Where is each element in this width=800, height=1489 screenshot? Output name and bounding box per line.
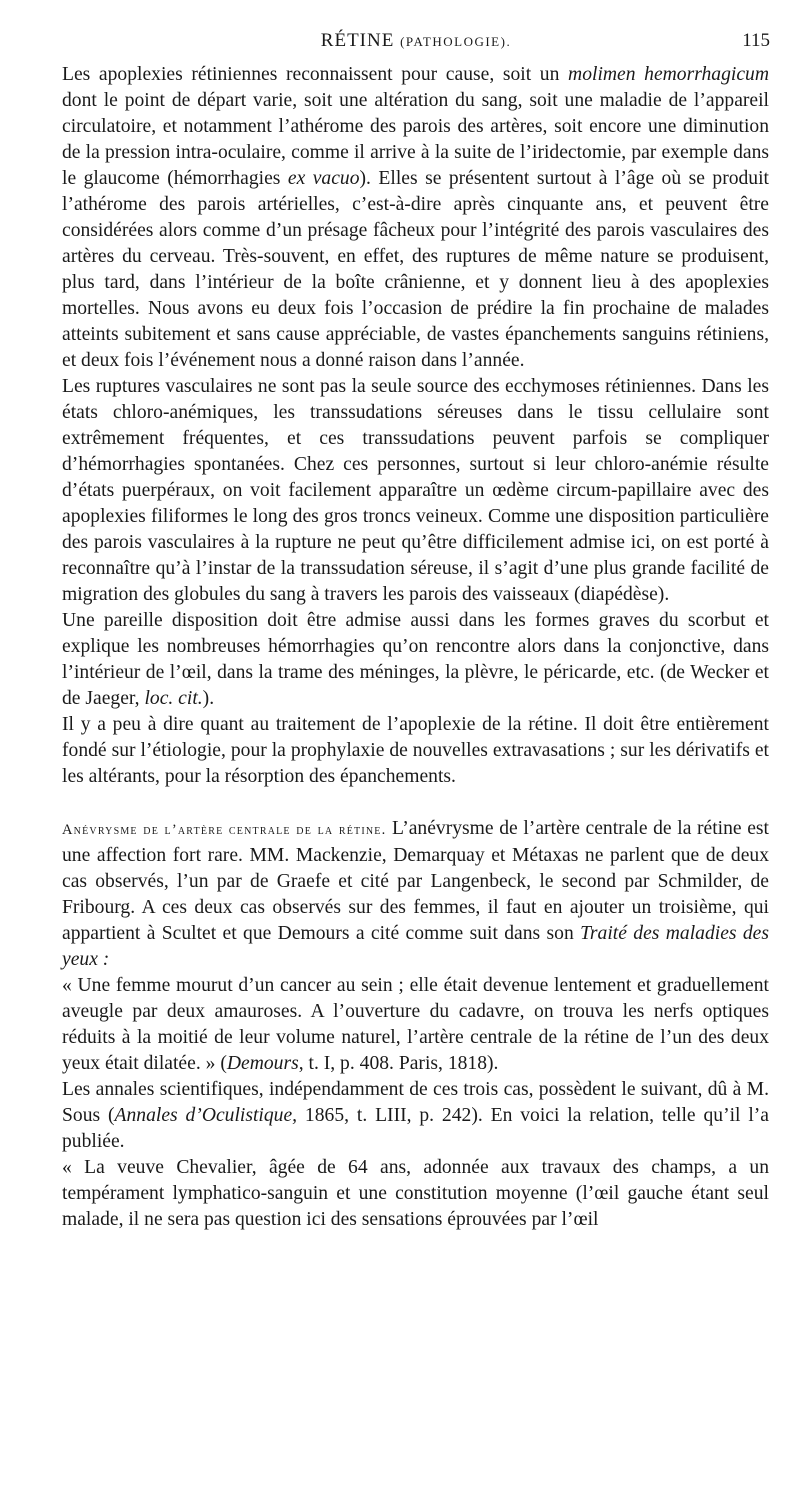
page-number: 115 — [742, 30, 770, 51]
paragraph-ruptures: Les ruptures vasculaires ne sont pas la seule source des ecchymoses rétiniennes. Dans les états chloro-anémiques, les transsudations séreuses dans le tissu cellulaire sont extrêmement fréquentes, et ces transsudations peuvent parfois se compliquer d’hémorrhagies spontanées. Chez ces personnes, surtout si leur chloro-anémie résulte d’états puerpéraux, on voit facilement apparaître un œdème circum-papillaire avec des apoplexies filiformes le long des gros troncs veineux. Comme une disposition particulière des parois vasculaires à la rupture ne peut qu’être difficilement admise ici, on est porté à reconnaître qu’à l’instar de la transsudation séreuse, il s’agit d’une plus grande facilité de migration des globules du sang à travers les parois des vaisseaux (diapédèse). — [62, 376, 769, 605]
running-title-sub: (PATHOLOGIE). — [400, 34, 512, 49]
section-heading: Anévrysme de l’artère centrale de la rétine. — [62, 822, 387, 838]
running-header — [62, 30, 770, 58]
running-title-main: RÉTINE — [320, 30, 395, 51]
paragraph-apoplexies: Les apoplexies rétiniennes reconnaissent pour cause, soit un molimen hemorrhagicum dont le point de départ varie, soit une altération du sang, soit une maladie de l’appareil circulatoire, et notamment l’athérome des parois des artères, soit encore une diminution de la pression intra-oculaire, comme il arrive à la suite de l’iridectomie, par exemple dans le glaucome (hémorrhagies ex vacuo). Elles se présentent surtout à l’âge où se produit l’athérome des parois artérielles, c’est-à-dire après cinquante ans, et peuvent être considérées alors comme d’un présage fâcheux pour l’intégrité des parois vasculaires des artères du cerveau. Très-souvent, en effet, des ruptures de même nature se produisent, plus tard, dans l’intérieur de la boîte crânienne, et y donnent lieu à des apoplexies mortelles. Nous avons eu deux fois l’occasion de prédire la fin prochaine de malades atteints subitement et sans cause appréciable, de vastes épanchements sanguins rétiniens, et deux fois l’événement nous a donné raison dans l’année. — [62, 64, 769, 371]
running-title — [62, 30, 770, 52]
paragraph-annales: Les annales scientifiques, indépendamment de ces trois cas, possèdent le suivant, dû à M. Sous (Annales d’Oculistique, 1865, t. LIII, p. 242). En voici la relation, telle qu’il l’a publiée. — [62, 1079, 770, 1152]
page-body — [62, 62, 769, 1233]
paragraph-traitement: Il y a peu à dire quant au traitement de l’apoplexie de la rétine. Il doit être entièrement fondé sur l’étiologie, pour la prophylaxie de nouvelles extravasations ; sur les dérivatifs et les altérants, pour la résorption des épanchements. — [62, 714, 769, 787]
paragraph-scorbut: Une pareille disposition doit être admise aussi dans les formes graves du scorbut et explique les nombreuses hémorrhagies qu’on rencontre alors dans la conjonctive, dans l’intérieur de l’œil, dans la trame des méninges, la plèvre, le péricarde, etc. (de Wecker et de Jaeger, loc. cit.). — [62, 610, 769, 709]
quote-chevalier: « La veuve Chevalier, âgée de 64 ans, adonnée aux travaux des champs, a un tempérament lymphatico-sanguin et une constitution moyenne (l’œil gauche étant seul malade, il ne sera pas question ici des sensations éprouvées par l’œil — [62, 1157, 769, 1230]
section-anevrysme: Anévrysme de l’artère centrale de la rétine. L’anévrysme de l’artère centrale de la rétine est une affection fort rare. MM. Mackenzie, Demarquay et Métaxas ne parlent que de deux cas observés, l’un par de Graefe et cité par Langenbeck, le second par Schmilder, de Fribourg. A ces deux cas observés sur des femmes, il faut en ajouter un troisième, qui appartient à Scultet et que Demours a cité comme suit dans son Traité des maladies des yeux : — [62, 818, 770, 970]
quote-demours: « Une femme mourut d’un cancer au sein ; elle était devenue lentement et graduellement aveugle par deux amauroses. A l’ouverture du cadavre, on trouva les nerfs optiques réduits à la moitié de leur volume naturel, l’artère centrale de la rétine de l’un des deux yeux était dilatée. » (Demours, t. I, p. 408. Paris, 1818). — [62, 975, 769, 1074]
